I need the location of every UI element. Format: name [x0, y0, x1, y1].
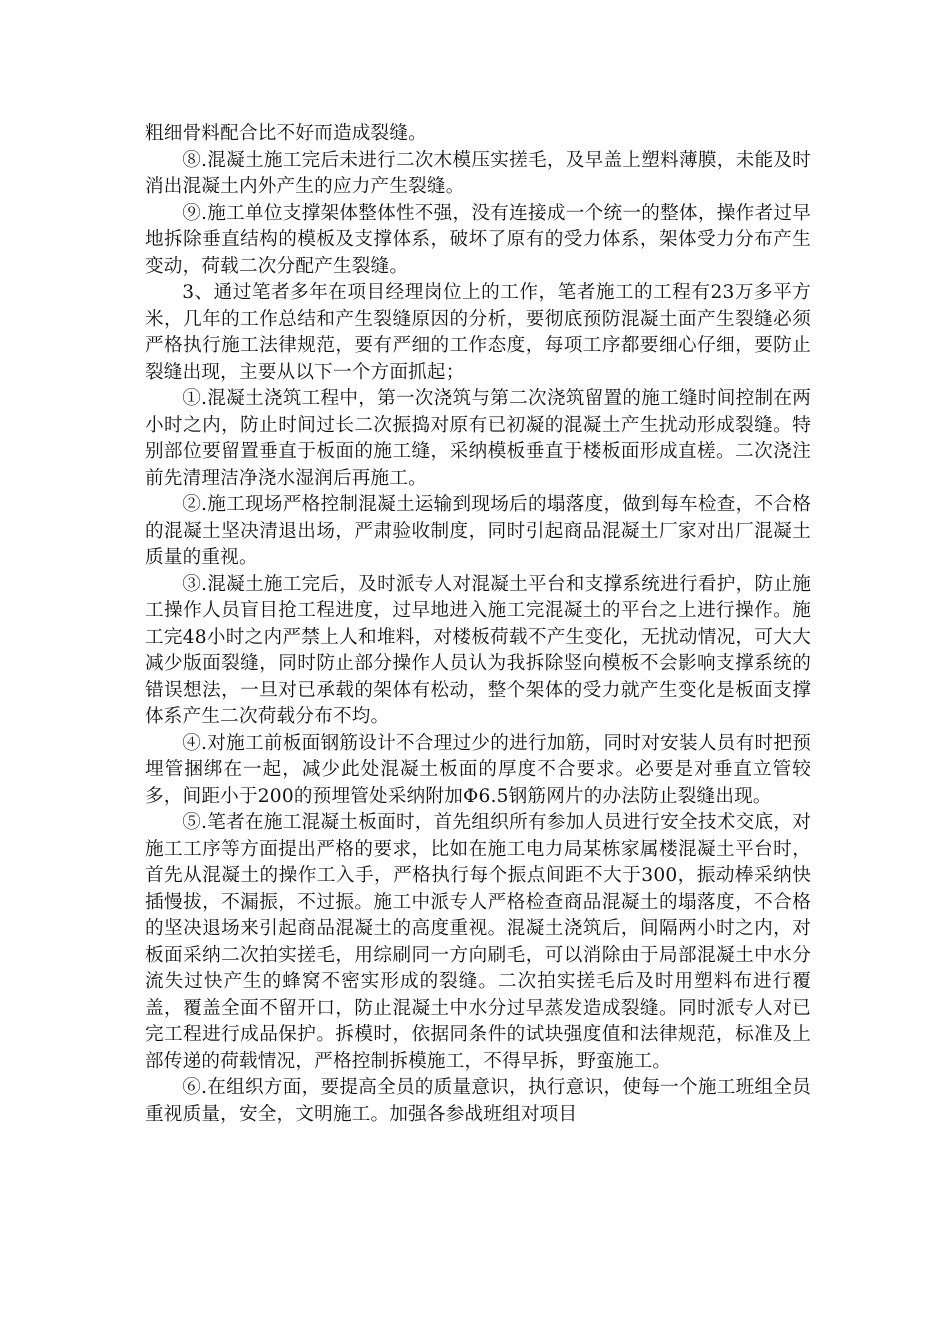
document-body [145, 121, 811, 1128]
paragraph-3: ⑨.施工单位支撑架体整体性不强，没有连接成一个统一的整体，操作者过早地拆除垂直结构的模板及支撑体系，破坏了原有的受力体系，架体受力分布产生变动，荷载二次分配产生裂缝。 [145, 202, 811, 277]
paragraph-8: ④.对施工前板面钢筋设计不合理过少的进行加筋，同时对安装人员有时把预埋管捆绑在一起，减少此处混凝土板面的厚度不合要求。必要是对垂直立管较多，间距小于200的预埋管处采纳附加Φ6.5钢筋网片的办法防止裂缝出现。 [145, 732, 811, 807]
paragraph-4: 3、通过笔者多年在项目经理岗位上的工作，笔者施工的工程有23万多平方米，几年的工作总结和产生裂缝原因的分析，要彻底预防混凝土面产生裂缝必须严格执行施工法律规范，要有严细的工作态度，每项工序都要细心仔细，要防止裂缝出现，主要从以下一个方面抓起； [145, 282, 811, 383]
paragraph-10: ⑥.在组织方面，要提高全员的质量意识，执行意识，使每一个施工班组全员重视质量，安全，文明施工。加强各参战班组对项目 [145, 1077, 811, 1125]
paragraph-5: ①.混凝土浇筑工程中，第一次浇筑与第二次浇筑留置的施工缝时间控制在两小时之内，防止时间过长二次振捣对原有已初凝的混凝土产生扰动形成裂缝。特别部位要留置垂直于板面的施工缝，采纳模板垂直于楼板面形成直槎。二次浇注前先清理洁净浇水湿润后再施工。 [145, 388, 811, 489]
paragraph-1: 粗细骨料配合比不好而造成裂缝。 [145, 123, 427, 144]
paragraph-9: ⑤.笔者在施工混凝土板面时，首先组织所有参加人员进行安全技术交底，对施工工序等方面提出严格的要求，比如在施工电力局某栋家属楼混凝土平台时，首先从混凝土的操作工入手，严格执行每个振点间距不大于300，振动棒采纳快插慢拔，不漏振，不过振。施工中派专人严格检查商品混凝土的塌落度，不合格的坚决退场来引起商品混凝土的高度重视。混凝土浇筑后，间隔两小时之内，对板面采纳二次拍实搓毛，用综刷同一方向刷毛，可以消除由于局部混凝土中水分流失过快产生的蜂窝不密实形成的裂缝。二次拍实搓毛后及时用塑料布进行覆盖，覆盖全面不留开口，防止混凝土中水分过早蒸发造成裂缝。同时派专人对已完工程进行成品保护。拆模时，依据同条件的试块强度值和法律规范，标准及上部传递的荷载情况，严格控制拆模施工，不得早拆，野蛮施工。 [145, 812, 811, 1072]
paragraph-2: ⑧.混凝土施工完后未进行二次木模压实搓毛，及早盖上塑料薄膜，未能及时消出混凝土内外产生的应力产生裂缝。 [145, 149, 811, 197]
paragraph-6: ②.施工现场严格控制混凝土运输到现场后的塌落度，做到每车检查，不合格的混凝土坚决清退出场，严肃验收制度，同时引起商品混凝土厂家对出厂混凝土质量的重视。 [145, 494, 811, 568]
paragraph-7: ③.混凝土施工完后，及时派专人对混凝土平台和支撑系统进行看护，防止施工操作人员盲目抢工程进度，过早地进入施工完混凝土的平台之上进行操作。施工完48小时之内严禁上人和堆料，对楼板荷载不产生变化，无扰动情况，可大大减少版面裂缝，同时防止部分操作人员认为我拆除竖向模板不会影响支撑系统的错误想法，一旦对已承载的架体有松动，整个架体的受力就产生变化是板面支撑体系产生二次荷载分布不均。 [145, 573, 811, 727]
